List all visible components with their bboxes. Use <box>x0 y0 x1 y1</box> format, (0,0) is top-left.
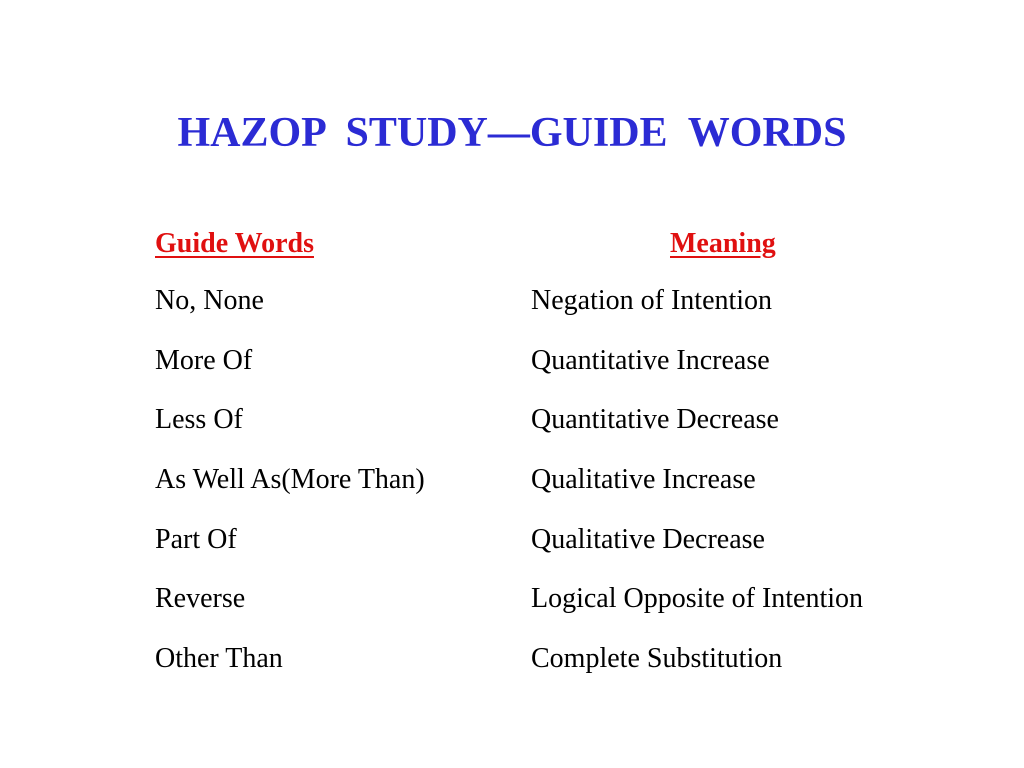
table-row <box>0 283 1024 343</box>
guide-words-header: Guide Words <box>155 228 314 259</box>
slide-title: HAZOP STUDY—GUIDE WORDS <box>177 110 847 156</box>
table-row <box>0 343 1024 403</box>
meaning-cell: Quantitative Increase <box>531 344 770 376</box>
guide-word-cell: Part Of <box>155 523 237 555</box>
guide-word-cell: No, None <box>155 285 264 316</box>
guide-word-cell: More Of <box>155 344 253 376</box>
guide-word-cell: Less Of <box>155 404 243 436</box>
meaning-cell: Negation of Intention <box>531 285 773 316</box>
table-row <box>0 581 1024 641</box>
meaning-cell: Complete Substitution <box>531 643 783 675</box>
guide-word-cell: As Well As(More Than) <box>155 464 425 496</box>
table-row <box>0 641 1024 701</box>
meaning-header: Meaning <box>670 228 776 259</box>
meaning-cell: Quantitative Decrease <box>531 404 779 436</box>
guide-word-cell: Other Than <box>155 643 283 675</box>
table-row <box>0 402 1024 462</box>
table-row <box>0 522 1024 582</box>
meaning-cell: Logical Opposite of Intention <box>531 583 864 615</box>
table-row <box>0 462 1024 522</box>
guide-word-cell: Reverse <box>155 583 246 615</box>
meaning-cell: Qualitative Increase <box>531 464 756 496</box>
meaning-cell: Qualitative Decrease <box>531 523 765 555</box>
guide-words-table <box>0 283 1024 701</box>
